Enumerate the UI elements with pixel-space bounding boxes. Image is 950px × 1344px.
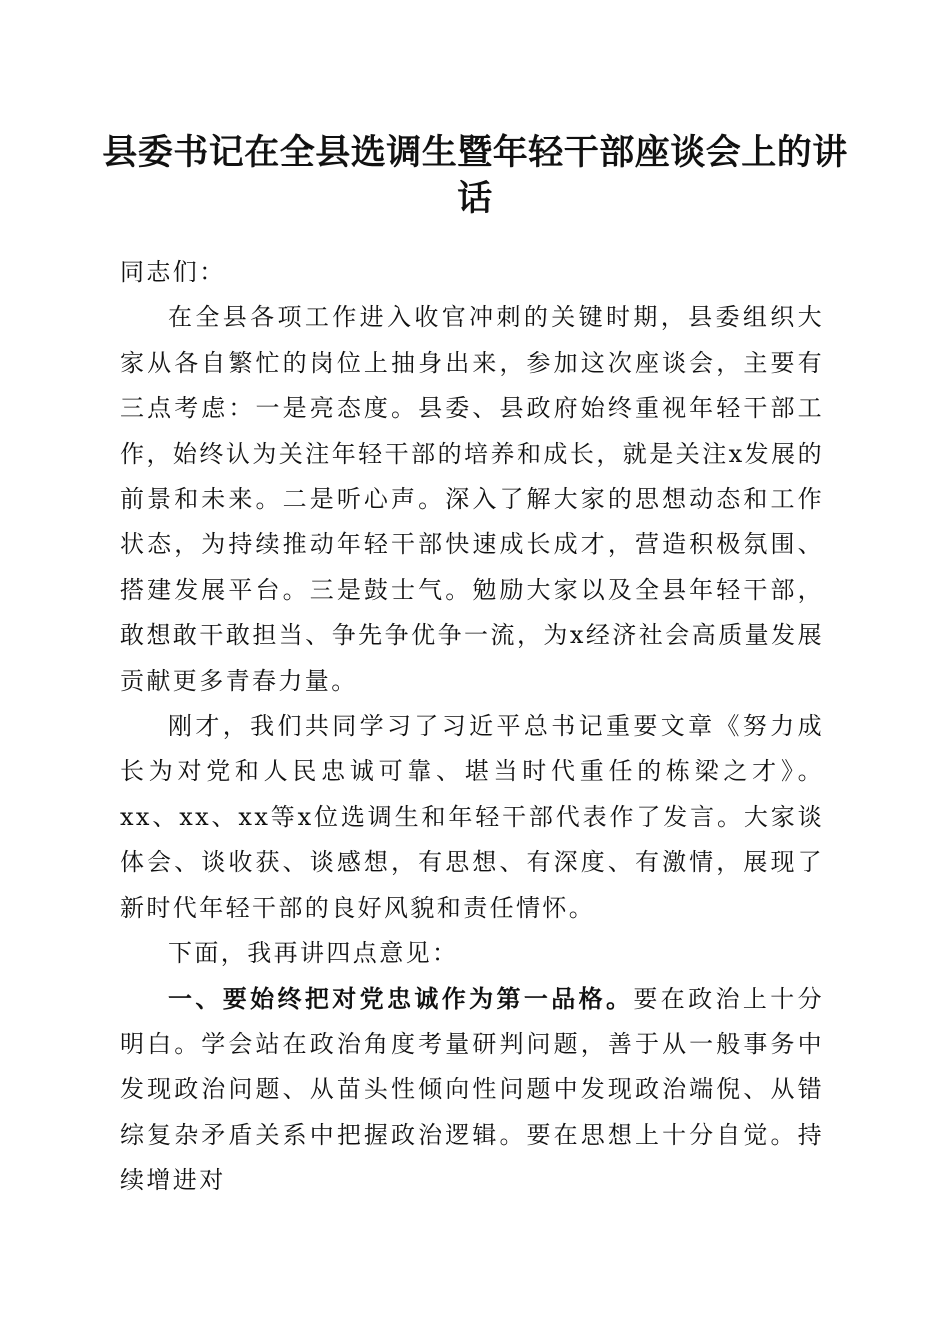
section-one-paragraph xyxy=(120,977,824,1204)
paragraph-transition: 下面，我再讲四点意见： xyxy=(168,939,459,968)
document-title: 县委书记在全县选调生暨年轻干部座谈会上的讲话 xyxy=(102,132,848,219)
section-one-text: 要在政治上十分明白。学会站在政治角度考量研判问题，善于从一般事务中发现政治问题、从苗头性倾向性问题中发现政治端倪、从错综复杂矛盾关系中把握政治逻辑。要在思想上十分自觉。持续增进对 xyxy=(120,984,824,1195)
document-body xyxy=(120,250,824,1204)
paragraph-intro: 在全县各项工作进入收官冲刺的关键时期，县委组织大家从各自繁忙的岗位上抽身出来，参加这次座谈会，主要有三点考虑：一是亮态度。县委、县政府始终重视年轻干部工作，始终认为关注年轻干部的培养和成长，就是关注x发展的前景和未来。二是听心声。深入了解大家的思想动态和工作状态，为持续推动年轻干部快速成长成才，营造积极氛围、搭建发展平台。三是鼓士气。勉励大家以及全县年轻干部，敢想敢干敢担当、争先争优争一流，为x经济社会高质量发展贡献更多青春力量。 xyxy=(120,303,824,695)
salutation: 同志们： xyxy=(120,258,226,286)
section-one-heading: 一、要始终把对党忠诚作为第一品格。 xyxy=(168,984,634,1013)
paragraph-study: 刚才，我们共同学习了习近平总书记重要文章《努力成长为对党和人民忠诚可靠、堪当时代重任的栋梁之才》。xx、xx、xx等x位选调生和年轻干部代表作了发言。大家谈体会、谈收获、谈感想，有思想、有深度、有激情，展现了新时代年轻干部的良好风貌和责任情怀。 xyxy=(120,712,824,922)
